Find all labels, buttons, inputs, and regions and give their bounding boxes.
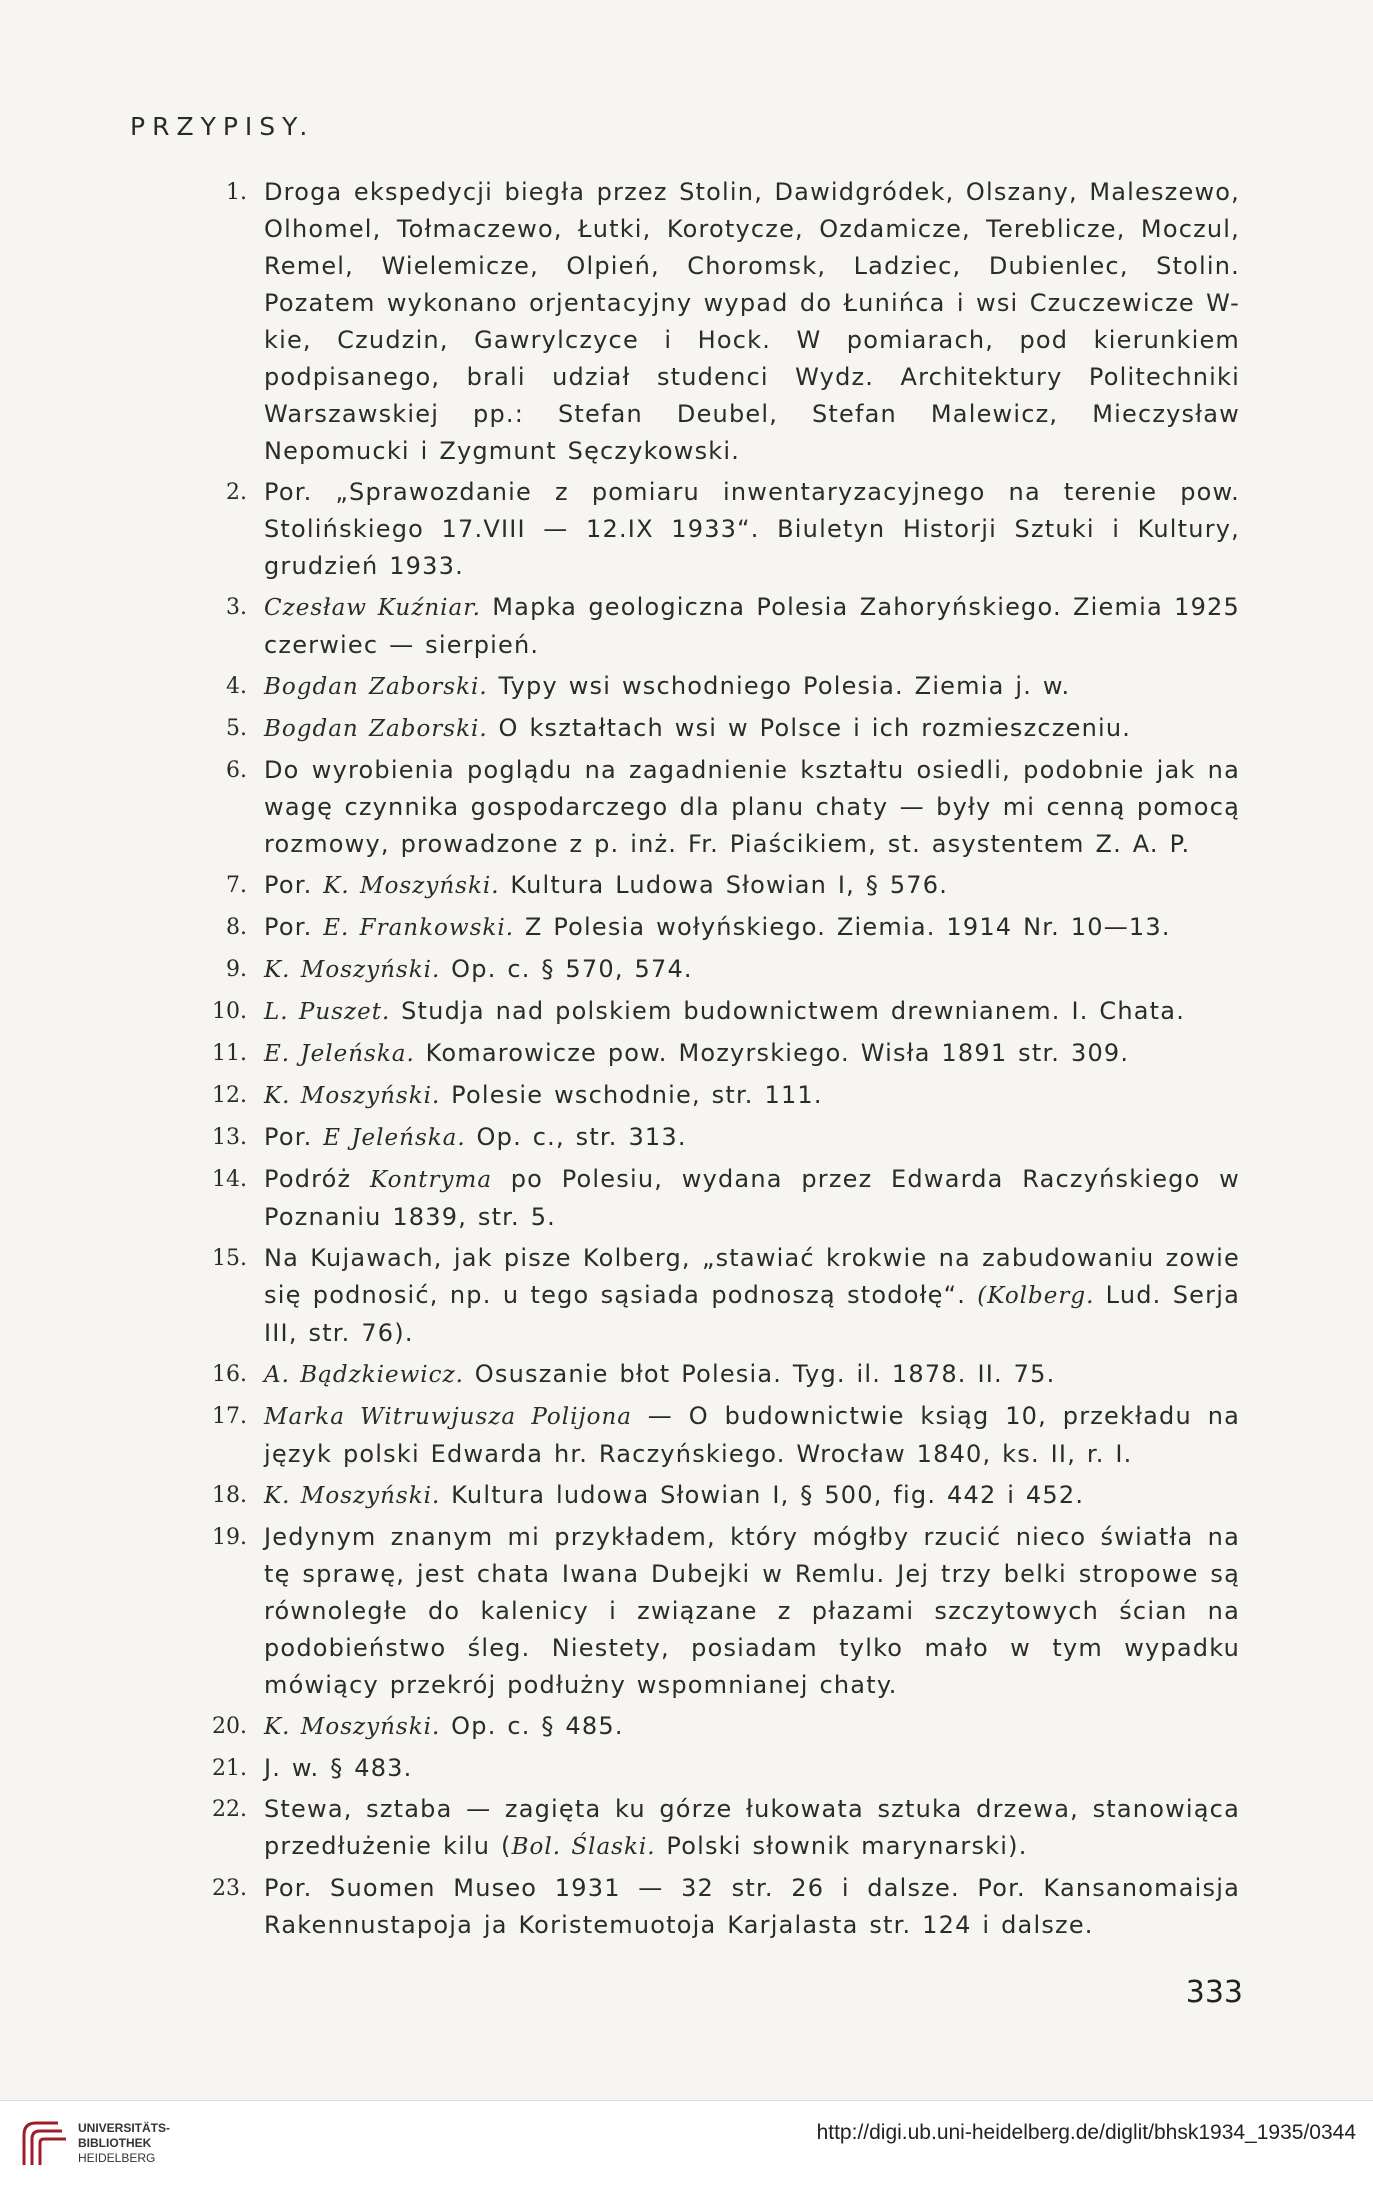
footnote-segment: Por. [264,871,324,899]
footnote-segment: Droga ekspedycji biegła przez Stolin, Dawidgródek, Olszany, Maleszewo, Olhomel, Tołmaczewo, Łutki, Korotycze, Ozdamicze, Tereblicze, Moczul, Remel, Wielemicze, Olpień, Choromsk, Ladziec, Dubienlec, Stolin. Pozatem wykonano orjentacyjny wypad do Łunińca i wsi Czuczewicze W-kie, Czudzin, Gawrylczyce i Hock. W pomiarach, pod kierunkiem podpisanego, brali udział studenci Wydz. Architektury Politechniki Warszawskiej pp.: Stefan Deubel, Stefan Malewicz, Mieczysław Nepomucki i Zygmunt Sęczykowski. [264,178,1240,465]
footnote-number: 23. [212,1876,247,1901]
footnote-author: Marka Witruwjusza Polijona [264,1404,632,1430]
footnote [160,909,1240,947]
footnote-author: (Kolberg. [977,1283,1095,1309]
footnote-segment: Na Kujawach, jak pisze Kolberg, „stawiać krokwie na zabudowaniu zowie się podnosić, np. u tego sąsiada podnoszą stodołę“. [264,1244,1240,1309]
footnote-text [264,1398,1240,1473]
footnote-author: E. Jeleńska. [264,1041,415,1067]
footnote-segment: Studja nad polskiem budownictwem drewnianem. I. Chata. [390,997,1186,1025]
footnote-text [264,474,1240,585]
footnote-segment: — O budownictwie ksiąg 10, przekładu na język polski Edwarda hr. Raczyńskiego. Wrocław 1840, ks. II, r. I. [264,1402,1241,1468]
footnote [160,1708,1240,1746]
footnote [160,993,1240,1031]
library-name-line2: BIBLIOTHEK [78,2135,152,2150]
footnote [160,589,1240,664]
footnote-text [264,1119,1240,1157]
footnote [160,710,1240,748]
footnote-number: 14. [212,1167,247,1192]
footnote [160,1791,1240,1866]
footnote-segment: Lud. Serja III, str. 76). [264,1281,1240,1347]
footnote-text [264,993,1240,1031]
permalink-url[interactable]: http://digi.ub.uni-heidelberg.de/diglit/bhsk1934_1935/0344 [816,2121,1356,2144]
footnote [160,1870,1240,1944]
page-heading: PRZYPISY. [130,112,315,141]
footnote [160,1035,1240,1073]
footnote-author: L. Puszet. [264,999,391,1025]
footnote-text [264,1791,1240,1866]
footnote-segment: Por. [264,913,324,941]
footnote-text [264,1708,1240,1746]
footnote [160,867,1240,905]
footnote-number: 17. [212,1404,247,1429]
footnote-number: 7. [226,873,247,898]
footnote-text [264,174,1240,470]
footnote-segment: Mapka geologiczna Polesia Zahoryńskiego. Ziemia 1925 czerwiec — sierpień. [264,593,1240,659]
footnote-text [264,951,1240,989]
footnote [160,474,1240,585]
footnote-number: 9. [226,957,247,982]
library-name [78,2121,170,2166]
footnote-number: 10. [212,999,247,1024]
footnote-number: 6. [226,758,247,783]
footnote-author: K. Moszyński. [264,1714,441,1740]
footnote-number: 2. [226,480,247,505]
viewer-footer [0,2100,1373,2200]
footnote-segment: Osuszanie błot Polesia. Tyg. il. 1878. II. 75. [463,1360,1056,1388]
footnote [160,668,1240,706]
footnote-text [264,1240,1240,1352]
footnote-number: 3. [226,595,247,620]
footnote-text [264,1161,1240,1236]
footnote-text [264,752,1240,863]
footnote-number: 4. [226,674,247,699]
footnote-segment: Z Polesia wołyńskiego. Ziemia. 1914 Nr. 10—13. [514,913,1171,941]
footnote-number: 13. [212,1125,247,1150]
footnote [160,1119,1240,1157]
library-name-line3: HEIDELBERG [78,2150,156,2165]
footnote [160,1477,1240,1515]
footnote-text [264,867,1240,905]
footnote-author: E Jeleńska. [323,1125,466,1151]
footnote-author: K. Moszyński. [264,1483,441,1509]
footnote-author: Kontryma [370,1167,493,1193]
footnote-number: 18. [212,1483,247,1508]
footnote-segment: J. w. § 483. [264,1754,413,1782]
footnote-segment: Polesie wschodnie, str. 111. [440,1081,823,1109]
footnote-segment: Do wyrobienia poglądu na zagadnienie kształtu osiedli, podobnie jak na wagę czynnika gospodarczego dla planu chaty — były mi cenną pomocą rozmowy, prowadzone z p. inż. Fr. Piaścikiem, st. asystentem Z. A. P. [264,756,1240,858]
footnote-text [264,1356,1240,1394]
footnote [160,752,1240,863]
footnote-segment: Por. „Sprawozdanie z pomiaru inwentaryzacyjnego na terenie pow. Stolińskiego 17.VIII — 12.IX 1933“. Biuletyn Historji Sztuki i Kultury, grudzień 1933. [264,478,1240,580]
page-number: 333 [1185,1975,1243,2010]
footnote-segment: Kultura ludowa Słowian I, § 500, fig. 442 i 452. [440,1481,1085,1509]
footnote-segment: Typy wsi wschodniego Polesia. Ziemia j. w. [487,672,1071,700]
footnote-number: 22. [212,1797,247,1822]
footnote [160,1519,1240,1704]
library-name-line1: UNIVERSITÄTS- [78,2120,171,2135]
library-logo-icon [18,2115,70,2171]
footnote-number: 15. [212,1246,247,1271]
footnote-segment: Op. c. § 570, 574. [440,955,693,983]
footnote-segment: Op. c. § 485. [440,1712,624,1740]
footnote-author: E. Frankowski. [323,915,515,941]
footnote [160,951,1240,989]
footnote-author: Czesław Kuźniar. [264,595,481,621]
library-logo [18,2115,170,2171]
footnote-text [264,1035,1240,1073]
footnote-segment: Kultura Ludowa Słowian I, § 576. [499,871,949,899]
footnote-segment: Por. Suomen Museo 1931 — 32 str. 26 i dalsze. Por. Kansanomaisja Rakennustapoja ja Koristemuotoja Karjalasta str. 124 i dalsze. [264,1874,1240,1939]
footnote-segment: Komarowicze pow. Mozyrskiego. Wisła 1891 str. 309. [414,1039,1130,1067]
footnote [160,1356,1240,1394]
footnote-text [264,589,1240,664]
footnote-text [264,1077,1240,1115]
footnote-number: 1. [226,180,247,205]
footnote-author: Bogdan Zaborski. [264,716,488,742]
footnote-number: 19. [212,1525,247,1550]
footnote-text [264,1750,1240,1787]
footnote-segment: po Polesiu, wydana przez Edwarda Raczyńskiego w Poznaniu 1839, str. 5. [264,1165,1240,1231]
footnote-segment: O kształtach wsi w Polsce i ich rozmieszczeniu. [487,714,1132,742]
footnote [160,1161,1240,1236]
footnote-text [264,1870,1240,1944]
footnote [160,1750,1240,1787]
footnote-segment: Jedynym znanym mi przykładem, który mógłby rzucić nieco światła na tę sprawę, jest chata Iwana Dubejki w Remlu. Jej trzy belki stropowe są równoległe do kalenicy i związane z płazami szczytowych ścian na podobieństwo śleg. Niestety, posiadam tylko mało w tym wypadku mówiący przekrój podłużny wspomnianej chaty. [264,1523,1240,1699]
footnote-segment: Podróż [264,1165,371,1193]
footnote-author: K. Moszyński. [264,957,441,983]
footnote-number: 20. [212,1714,247,1739]
footnote-author: Bol. Ślaski. [511,1834,656,1860]
footnote-segment: Stewa, sztaba — zagięta ku górze łukowata sztuka drzewa, stanowiąca przedłużenie kilu ( [264,1795,1240,1860]
footnote-text [264,1519,1240,1704]
footnote-number: 16. [212,1362,247,1387]
footnote-text [264,668,1240,706]
footnote-number: 8. [226,915,247,940]
footnote-number: 21. [212,1756,247,1781]
footnote [160,174,1240,470]
footnote-segment: Op. c., str. 313. [465,1123,687,1151]
footnote-text [264,1477,1240,1515]
footnote-text [264,909,1240,947]
footnote-text [264,710,1240,748]
footnote-author: Bogdan Zaborski. [264,674,488,700]
footnote-number: 5. [226,716,247,741]
footnote-author: K. Moszyński. [323,873,500,899]
footnote-number: 12. [212,1083,247,1108]
footnote-segment: Polski słownik marynarski). [655,1832,1028,1860]
footnote-author: K. Moszyński. [264,1083,441,1109]
footnote-number: 11. [212,1041,247,1066]
footnotes-list [160,174,1240,1948]
footnote [160,1398,1240,1473]
footnote-segment: Por. [264,1123,324,1151]
footnote-author: A. Bądzkiewicz. [264,1362,464,1388]
footnote [160,1240,1240,1352]
footnote [160,1077,1240,1115]
